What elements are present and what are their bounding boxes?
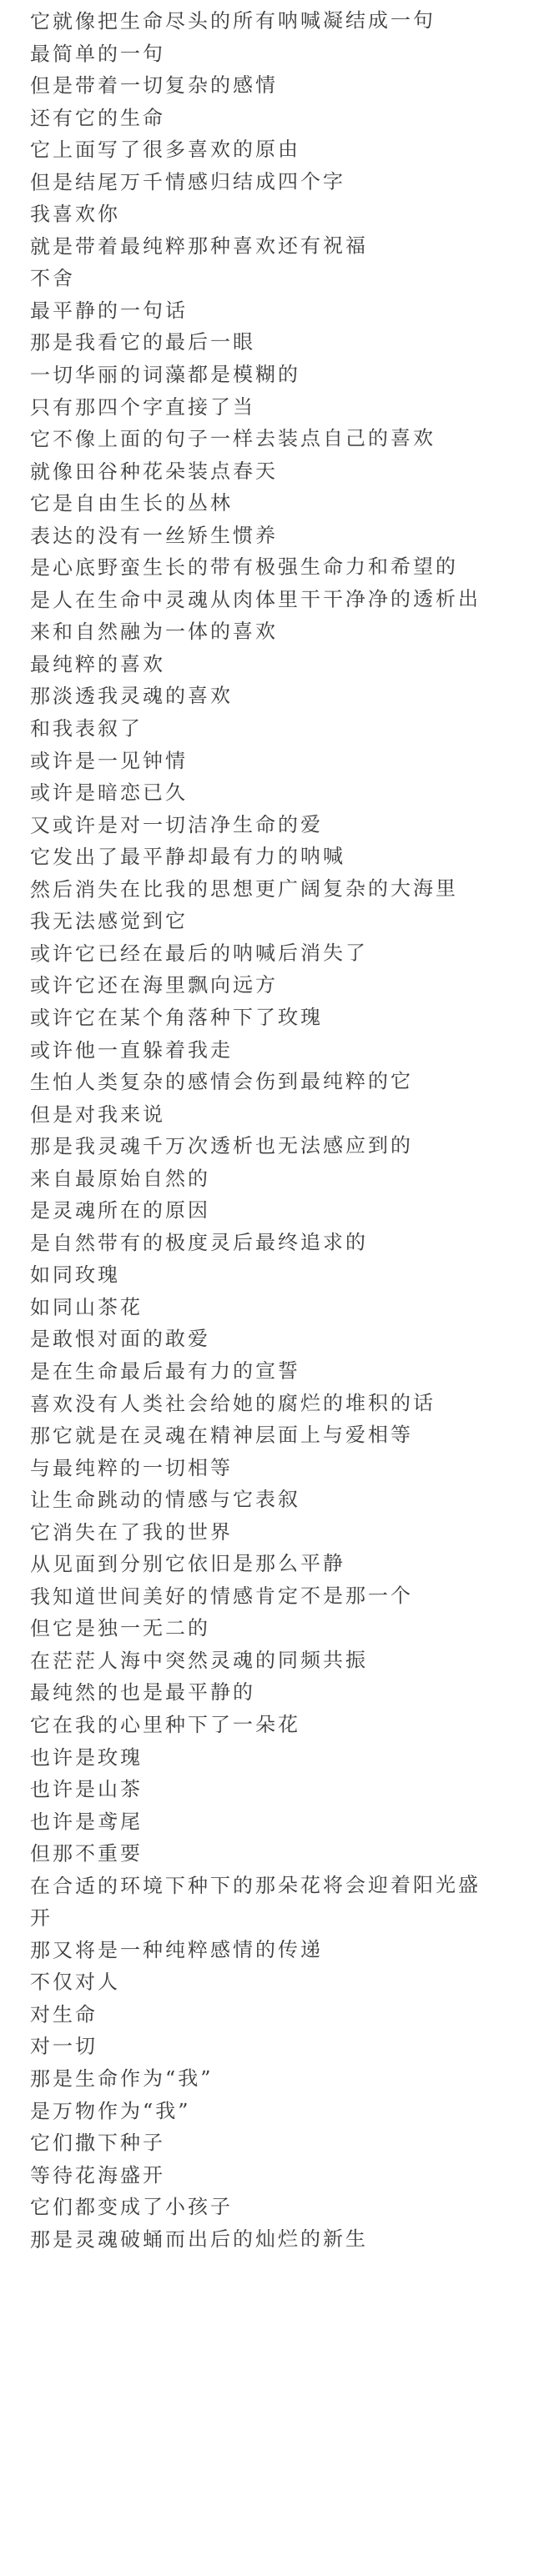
text-line: 不仅对人	[29, 1971, 121, 1995]
text-line: 我无法感觉到它	[29, 909, 189, 934]
text-line: 它们撒下种子	[29, 2131, 166, 2156]
text-line: 或许是暗恋已久	[29, 781, 189, 806]
text-line: 与最纯粹的一切相等	[29, 1455, 234, 1480]
text-line: 也许是玫瑰	[29, 1745, 144, 1770]
text-line: 表达的没有一丝矫生惯养	[29, 523, 279, 548]
text-line: 对一切	[29, 2035, 98, 2059]
text-line: 它发出了最平静却最有力的呐喊	[29, 844, 346, 870]
text-line: 或许它已经在最后的呐喊后消失了	[29, 941, 369, 966]
text-line: 如同玫瑰	[29, 1263, 121, 1288]
text-line: 是心底野蛮生长的带有极强生命力和希望的	[29, 555, 459, 580]
text-line: 那是我看它的最后一眼	[29, 330, 256, 355]
text-line: 最纯粹的喜欢	[29, 652, 166, 676]
text-line: 从见面到分别它依旧是那么平静	[29, 1551, 346, 1577]
text-line: 它不像上面的句子一样去装点自己的喜欢	[29, 426, 436, 452]
text-line: 或许它还在海里飘向远方	[29, 973, 279, 998]
text-line: 它们都变成了小孩子	[29, 2195, 234, 2220]
text-line: 那是我灵魂千万次透析也无法感应到的	[29, 1133, 414, 1159]
text-line: 那是灵魂破蛹而出后的灿烂的新生	[29, 2227, 369, 2252]
text-line: 但那不重要	[29, 1841, 144, 1866]
text-line: 来自最原始自然的	[29, 1166, 211, 1191]
text-line: 最平静的一句话	[29, 299, 189, 323]
text-line: 还有它的生命	[29, 106, 166, 130]
text-line: 只有那四个字直接了当	[29, 394, 256, 419]
text-line: 生怕人类复杂的感情会伤到最纯粹的它	[29, 1069, 414, 1095]
text-line: 它就像把生命尽头的所有呐喊凝结成一句	[29, 8, 436, 34]
text-line: 也许是鸢尾	[29, 1810, 144, 1834]
text-line: 但是结尾万千情感归结成四个字	[29, 169, 346, 194]
text-line: 我喜欢你	[29, 202, 121, 227]
text-line: 或许他一直躲着我走	[29, 1037, 234, 1062]
text-line: 它消失在了我的世界	[29, 1519, 234, 1544]
text-line: 但是对我来说	[29, 1102, 166, 1127]
text-line: 开	[29, 1906, 53, 1931]
text-line: 又或许是对一切洁净生命的爱	[29, 812, 324, 837]
text-line: 一切华丽的词藻都是模糊的	[29, 362, 301, 388]
text-line: 来和自然融为一体的喜欢	[29, 620, 279, 645]
text-line: 是敢恨对面的敢爱	[29, 1327, 211, 1352]
text-line: 就像田谷种花朵装点春天	[29, 459, 279, 484]
text-line: 在合适的环境下种下的那朵花将会迎着阳光盛	[29, 1872, 481, 1898]
text-line: 是灵魂所在的原因	[29, 1198, 211, 1223]
text-line: 那它就是在灵魂在精神层面上与爱相等	[29, 1423, 414, 1449]
text-line: 最简单的一句	[29, 42, 166, 66]
text-line: 然后消失在比我的思想更广阔复杂的大海里	[29, 876, 459, 901]
text-line: 不舍	[29, 267, 76, 291]
text-line: 它是自由生长的丛林	[29, 491, 234, 516]
text-line: 让生命跳动的情感与它表叙	[29, 1488, 301, 1513]
text-line: 如同山茶花	[29, 1295, 144, 1319]
text-line: 是在生命最后最有力的宣誓	[29, 1358, 301, 1383]
text-line: 喜欢没有人类社会给她的腐烂的堆积的话	[29, 1390, 436, 1416]
text-line: 它在我的心里种下了一朵花	[29, 1712, 301, 1738]
text-line: 那淡透我灵魂的喜欢	[29, 684, 234, 709]
text-line: 最纯然的也是最平静的	[29, 1680, 256, 1705]
text-line: 或许它在某个角落种下了玫瑰	[29, 1005, 324, 1030]
text-line: 对生命	[29, 2002, 98, 2026]
text-line: 在茫茫人海中突然灵魂的同频共振	[29, 1648, 369, 1673]
text-line: 但它是独一无二的	[29, 1616, 211, 1641]
text-line: 和我表叙了	[29, 716, 144, 741]
text-line: 是万物作为“我”	[29, 2098, 191, 2123]
text-line: 但是带着一切复杂的感情	[29, 73, 279, 98]
text-line: 那是生命作为“我”	[29, 2066, 214, 2091]
text-line: 是人在生命中灵魂从肉体里干干净净的透析出	[29, 586, 481, 612]
text-line: 等待花海盛开	[29, 2163, 166, 2187]
text-line: 它上面写了很多喜欢的原由	[29, 138, 301, 163]
text-line: 也许是山茶	[29, 1777, 144, 1802]
text-line: 是自然带有的极度灵后最终追求的	[29, 1230, 369, 1255]
text-line: 就是带着最纯粹那种喜欢还有祝福	[29, 233, 369, 259]
text-line: 我知道世间美好的情感肯定不是那一个	[29, 1584, 414, 1609]
text-line: 或许是一见钟情	[29, 748, 189, 773]
text-line: 那又将是一种纯粹感情的传递	[29, 1937, 324, 1962]
